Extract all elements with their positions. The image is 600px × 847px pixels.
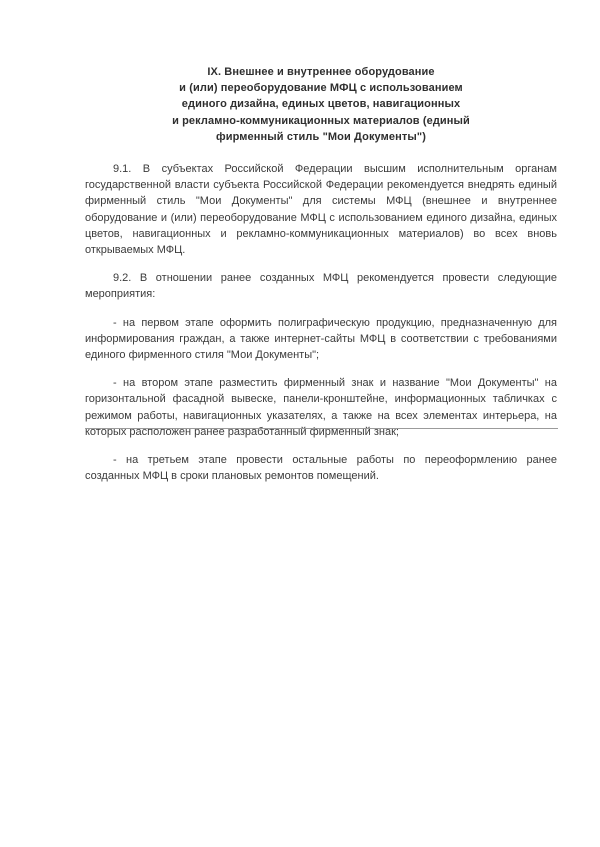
heading-line-4: и рекламно-коммуникационных материалов (единый — [172, 114, 470, 127]
heading-line-5: фирменный стиль "Мои Документы") — [216, 130, 426, 143]
section-divider — [85, 428, 558, 429]
heading-line-1: IX. Внешнее и внутреннее оборудование — [207, 66, 435, 78]
paragraph-stage-three: - на третьем этапе провести остальные работы по переоформлению ранее созданных МФЦ в сроки плановых ремонтов помещений. — [85, 454, 557, 483]
paragraph-9-1: 9.1. В субъектах Российской Федерации высшим исполнительным органам государственной власти субъекта Российской Федерации рекомендуется внедрять единый фирменный стиль "Мои Документы" для системы МФЦ (внешнее и внутреннее оборудование и (или) переоборудование МФЦ с использованием единого дизайна, единых цветов, навигационных и рекламно-коммуникационных материалов) во всех вновь открываемых МФЦ. — [85, 163, 557, 257]
paragraph-stage-one: - на первом этапе оформить полиграфическую продукцию, предназначенную для информирования граждан, а также интернет-сайты МФЦ в соответствии с требованиями единого фирменного стиля "Мои Документы"; — [85, 316, 557, 362]
heading-line-3: единого дизайна, единых цветов, навигационных — [181, 98, 461, 111]
paragraph-stage-two: - на втором этапе разместить фирменный знак и название "Мои Документы" на горизонтальной фасадной вывеске, панели-кронштейне, информационных табличках с режимом работы, навигационных указателях, а также на всех элементах интерьера, на которых расположен ранее разработанный фирменный знак; — [85, 377, 557, 438]
document-content — [85, 64, 557, 484]
heading-line-2: и (или) переоборудование МФЦ с использованием — [179, 82, 463, 95]
document-heading — [85, 64, 557, 145]
paragraph-9-2: 9.2. В отношении ранее созданных МФЦ рекомендуется провести следующие мероприятия: — [85, 272, 557, 301]
